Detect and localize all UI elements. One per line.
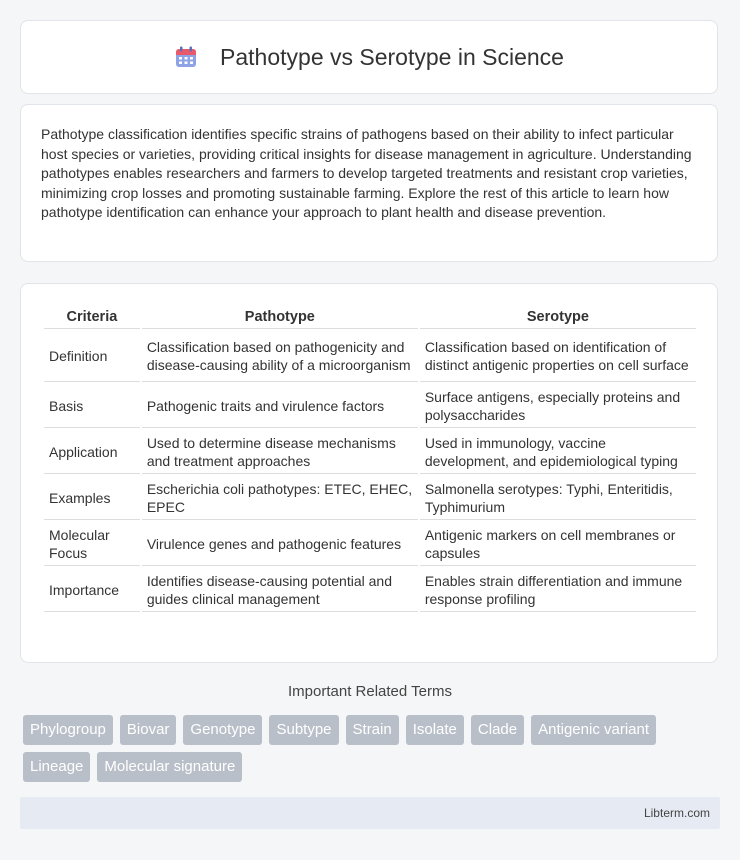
intro-text: Pathotype classification identifies specific strains of pathogens based on their ability to infect particular host species or varieties, providing critical insights for disease management in agriculture. Understanding pathotypes enables researchers and farmers to develop targeted treatments and resistant crop varieties, minimizing crop losses and promoting sustainable farming. Explore the rest of this article to learn how pathotype identification can enhance your approach to plant health and disease prevention. (41, 126, 692, 220)
row-criteria: Importance (44, 568, 140, 612)
tag-biovar[interactable]: Biovar (120, 715, 177, 745)
row-serotype: Surface antigens, especially proteins and polysaccharides (420, 384, 696, 428)
row-pathotype: Identifies disease-causing potential and guides clinical management (142, 568, 418, 612)
header-card (20, 20, 718, 94)
table-row (44, 476, 696, 520)
comparison-table (42, 304, 698, 614)
tag-clade[interactable]: Clade (471, 715, 524, 745)
table-row (44, 522, 696, 566)
tag-subtype[interactable]: Subtype (269, 715, 338, 745)
table-header-row (44, 306, 696, 329)
row-criteria: Basis (44, 384, 140, 428)
related-terms-title: Important Related Terms (288, 683, 452, 700)
header-pathotype: Pathotype (142, 306, 418, 329)
calendar-icon (174, 45, 198, 69)
table-row (44, 331, 696, 382)
row-serotype: Used in immunology, vaccine development, and epidemiological typing (420, 430, 696, 474)
row-criteria: Molecular Focus (44, 522, 140, 566)
tag-antigenic-variant[interactable]: Antigenic variant (531, 715, 656, 745)
tag-phylogroup[interactable]: Phylogroup (23, 715, 113, 745)
header-criteria: Criteria (44, 306, 140, 329)
tag-lineage[interactable]: Lineage (23, 752, 90, 782)
header-serotype: Serotype (420, 306, 696, 329)
table-row (44, 384, 696, 428)
footer (20, 797, 720, 829)
row-pathotype: Pathogenic traits and virulence factors (142, 384, 418, 428)
table-row (44, 430, 696, 474)
tag-molecular-signature[interactable]: Molecular signature (97, 752, 242, 782)
intro-card (20, 104, 718, 262)
comparison-table-card (20, 283, 718, 663)
tag-isolate[interactable]: Isolate (406, 715, 464, 745)
table-row (44, 568, 696, 612)
row-pathotype: Virulence genes and pathogenic features (142, 522, 418, 566)
tag-strain[interactable]: Strain (346, 715, 399, 745)
footer-site-link[interactable]: Libterm.com (643, 806, 710, 820)
row-criteria: Definition (44, 331, 140, 382)
page-title: Pathotype vs Serotype in Science (220, 43, 564, 70)
tag-genotype[interactable]: Genotype (183, 715, 262, 745)
row-pathotype: Used to determine disease mechanisms and treatment approaches (142, 430, 418, 474)
row-pathotype: Escherichia coli pathotypes: ETEC, EHEC, EPEC (142, 476, 418, 520)
row-serotype: Enables strain differentiation and immune response profiling (420, 568, 696, 612)
row-pathotype: Classification based on pathogenicity and disease-causing ability of a microorganism (142, 331, 418, 382)
related-terms-tags (23, 715, 723, 782)
row-serotype: Salmonella serotypes: Typhi, Enteritidis, Typhimurium (420, 476, 696, 520)
row-criteria: Examples (44, 476, 140, 520)
row-criteria: Application (44, 430, 140, 474)
row-serotype: Antigenic markers on cell membranes or capsules (420, 522, 696, 566)
row-serotype: Classification based on identification of distinct antigenic properties on cell surface (420, 331, 696, 382)
